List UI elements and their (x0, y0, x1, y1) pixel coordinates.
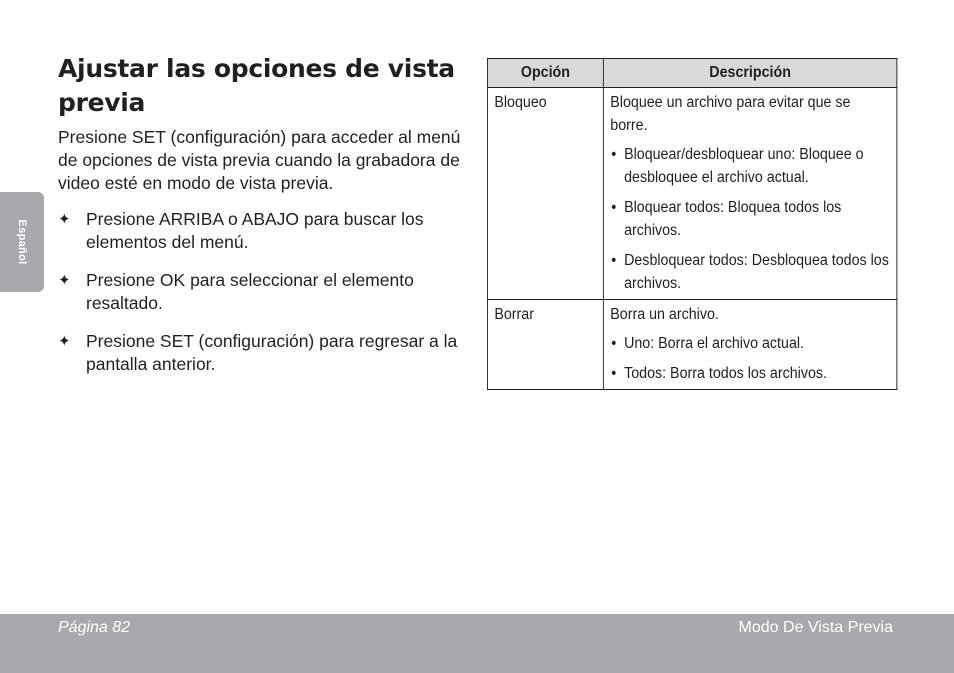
instruction-text: Presione SET (configuración) para regresar a la pantalla anterior. (86, 331, 458, 374)
description-list (610, 143, 890, 295)
header-description: Descripción (603, 59, 896, 88)
section-name: Modo De Vista Previa (738, 619, 893, 636)
option-cell: Bloqueo (487, 88, 603, 300)
description-cell (603, 300, 896, 390)
instruction-item (58, 330, 478, 376)
instruction-text: Presione ARRIBA o ABAJO para buscar los elementos del menú. (86, 209, 424, 252)
instruction-item (58, 208, 478, 254)
intro-paragraph: Presione SET (configuración) para acceder al menú de opciones de vista previa cuando la grabadora de video esté en modo de vista previa. (58, 127, 461, 193)
description-text: Bloquee un archivo para evitar que se borre. (610, 94, 851, 134)
options-table (487, 58, 897, 390)
instruction-item (58, 269, 478, 315)
option-cell: Borrar (487, 300, 603, 390)
four-point-star-icon: ✦ (58, 332, 71, 350)
table-row (487, 88, 896, 300)
language-side-tab (0, 192, 44, 292)
list-item: • Todos: Borra todos los archivos. (610, 362, 890, 385)
list-item: • Bloquear todos: Bloquea todos los archivos. (610, 196, 890, 242)
description-list (610, 332, 890, 385)
description-cell (603, 88, 896, 300)
four-point-star-icon: ✦ (58, 271, 71, 289)
description-text: Borra un archivo. (610, 306, 719, 323)
page-number: Página 82 (58, 619, 131, 636)
instruction-list (58, 208, 478, 391)
language-label: Español (16, 219, 28, 265)
page-footer (0, 614, 954, 673)
list-item: • Bloquear/desbloquear uno: Bloquee o desbloquee el archivo actual. (610, 143, 890, 189)
four-point-star-icon: ✦ (58, 210, 71, 228)
instruction-text: Presione OK para seleccionar el elemento resaltado. (86, 270, 414, 313)
list-item: • Uno: Borra el archivo actual. (610, 332, 890, 355)
table-row (487, 300, 896, 390)
list-item: • Desbloquear todos: Desbloquea todos los archivos. (610, 249, 890, 295)
page-title: Ajustar las opciones de vista previa (58, 54, 455, 117)
table-header-row (487, 59, 896, 88)
header-option: Opción (487, 59, 603, 88)
